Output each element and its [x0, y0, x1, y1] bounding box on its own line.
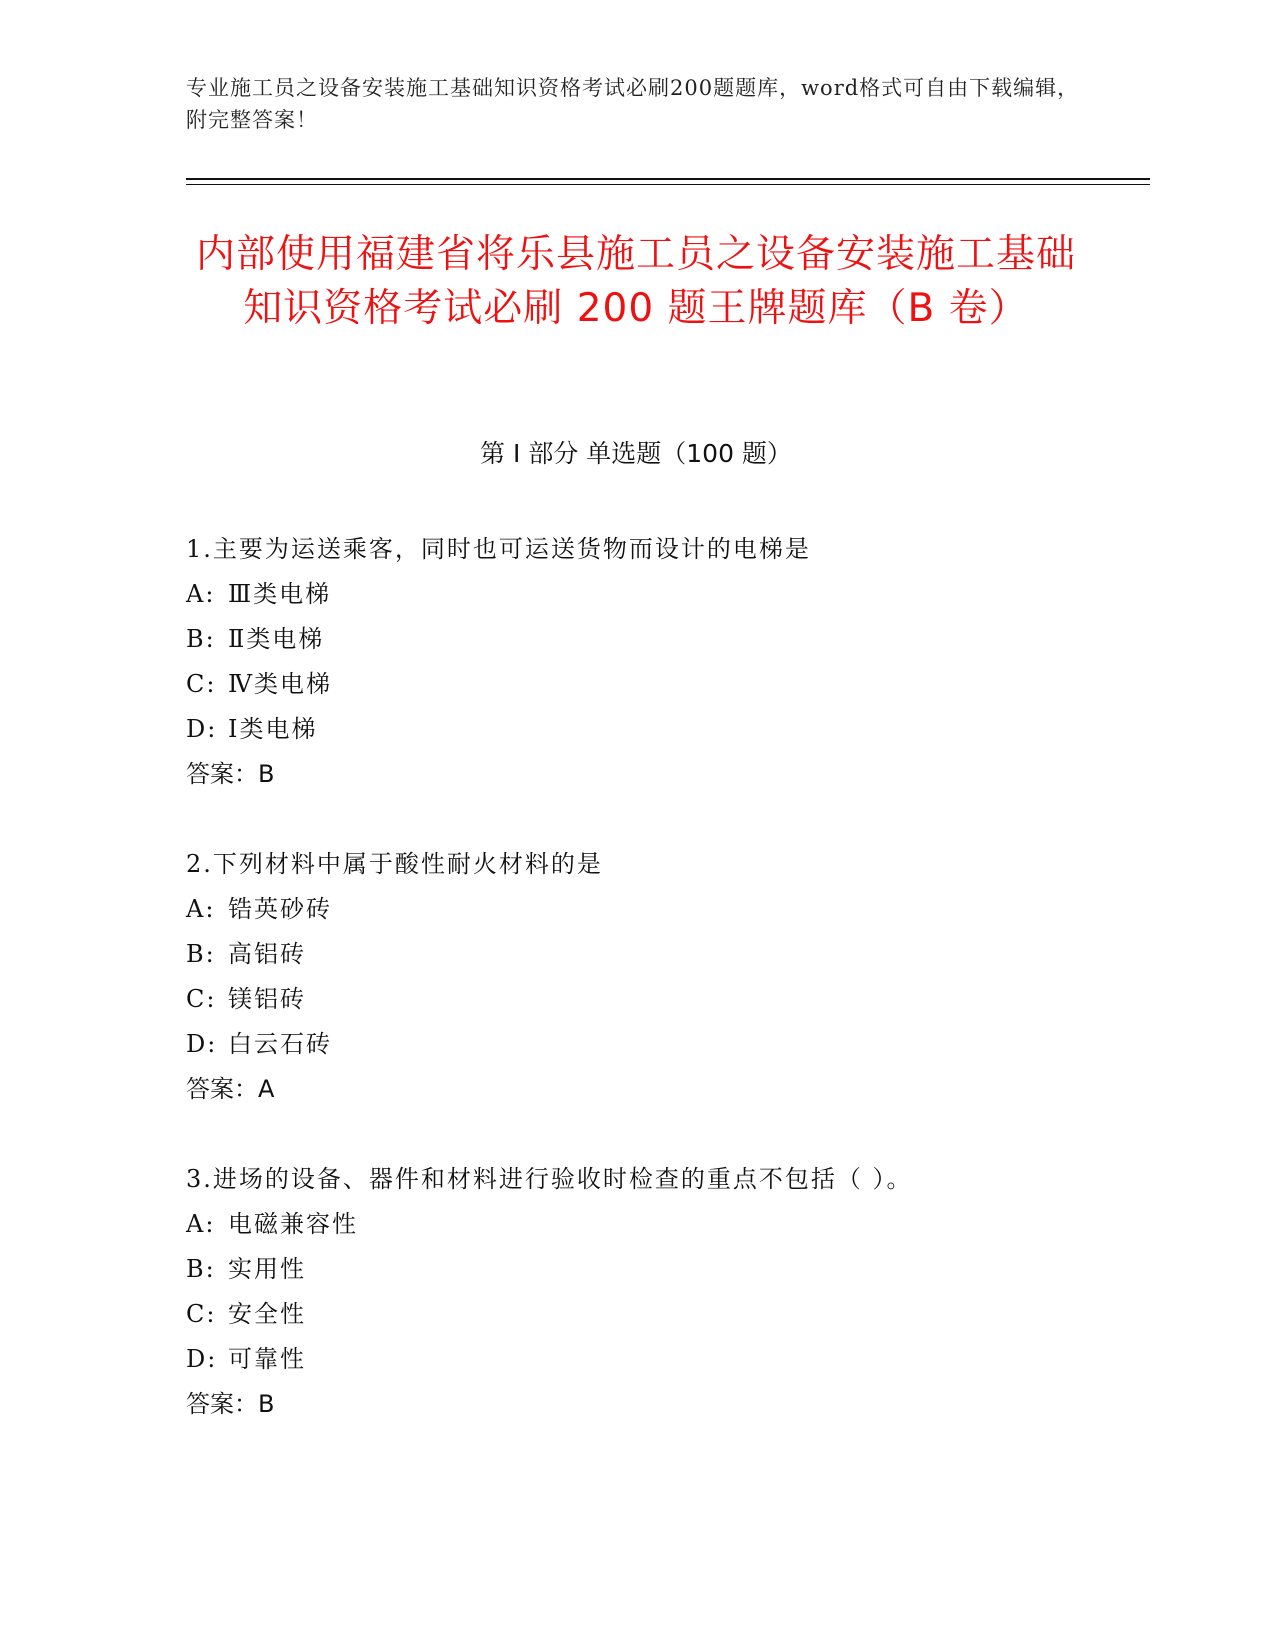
- option-text: 锆英砂砖: [228, 895, 332, 923]
- option-key: A:: [186, 580, 216, 608]
- header-divider-thin: [186, 184, 1150, 185]
- option-key: A:: [186, 895, 216, 923]
- option-c: [186, 977, 1126, 1022]
- option-text: Ⅰ类电梯: [228, 715, 318, 743]
- option-key: C:: [186, 670, 217, 698]
- answer-line: 答案：B: [186, 1390, 275, 1418]
- option-c: [186, 662, 1126, 707]
- option-a: [186, 572, 1126, 617]
- option-text: Ⅲ类电梯: [228, 580, 332, 608]
- option-b: [186, 932, 1126, 977]
- header-note: 专业施工员之设备安装施工基础知识资格考试必刷200题题库，word格式可自由下载编辑，附完整答案！: [186, 76, 1080, 132]
- option-text: Ⅳ类电梯: [228, 670, 332, 698]
- section-title: 第 I 部分 单选题（100 题）: [480, 439, 792, 468]
- option-text: 电磁兼容性: [228, 1210, 358, 1238]
- option-key: B:: [186, 625, 216, 653]
- option-text: 可靠性: [228, 1345, 306, 1373]
- option-b: [186, 617, 1126, 662]
- option-key: A:: [186, 1210, 216, 1238]
- option-key: D:: [186, 715, 218, 743]
- option-a: [186, 1202, 1126, 1247]
- option-text: 实用性: [228, 1255, 306, 1283]
- option-text: 高铝砖: [228, 940, 306, 968]
- option-text: Ⅱ类电梯: [228, 625, 325, 653]
- option-key: D:: [186, 1345, 218, 1373]
- option-key: B:: [186, 940, 216, 968]
- header-divider-thick: [186, 178, 1150, 180]
- question-item: [186, 1157, 1126, 1427]
- question-text: 1.主要为运送乘客，同时也可运送货物而设计的电梯是: [186, 535, 811, 563]
- option-key: C:: [186, 1300, 217, 1328]
- question-item: [186, 842, 1126, 1112]
- answer-line: 答案：A: [186, 1075, 275, 1103]
- question-list: [186, 527, 1126, 1472]
- question-text: 3.进场的设备、器件和材料进行验收时检查的重点不包括（ ）。: [186, 1165, 913, 1193]
- option-d: [186, 707, 1126, 752]
- option-a: [186, 887, 1126, 932]
- option-key: B:: [186, 1255, 216, 1283]
- option-text: 镁铝砖: [228, 985, 306, 1013]
- option-key: C:: [186, 985, 217, 1013]
- question-item: [186, 527, 1126, 797]
- answer-line: 答案：B: [186, 760, 275, 788]
- option-text: 白云石砖: [228, 1030, 332, 1058]
- option-d: [186, 1337, 1126, 1382]
- option-b: [186, 1247, 1126, 1292]
- question-text: 2.下列材料中属于酸性耐火材料的是: [186, 850, 603, 878]
- option-text: 安全性: [228, 1300, 306, 1328]
- option-d: [186, 1022, 1126, 1067]
- option-key: D:: [186, 1030, 218, 1058]
- document-title: 内部使用福建省将乐县施工员之设备安装施工基础知识资格考试必刷 200 题王牌题库（B 卷）: [195, 232, 1076, 331]
- option-c: [186, 1292, 1126, 1337]
